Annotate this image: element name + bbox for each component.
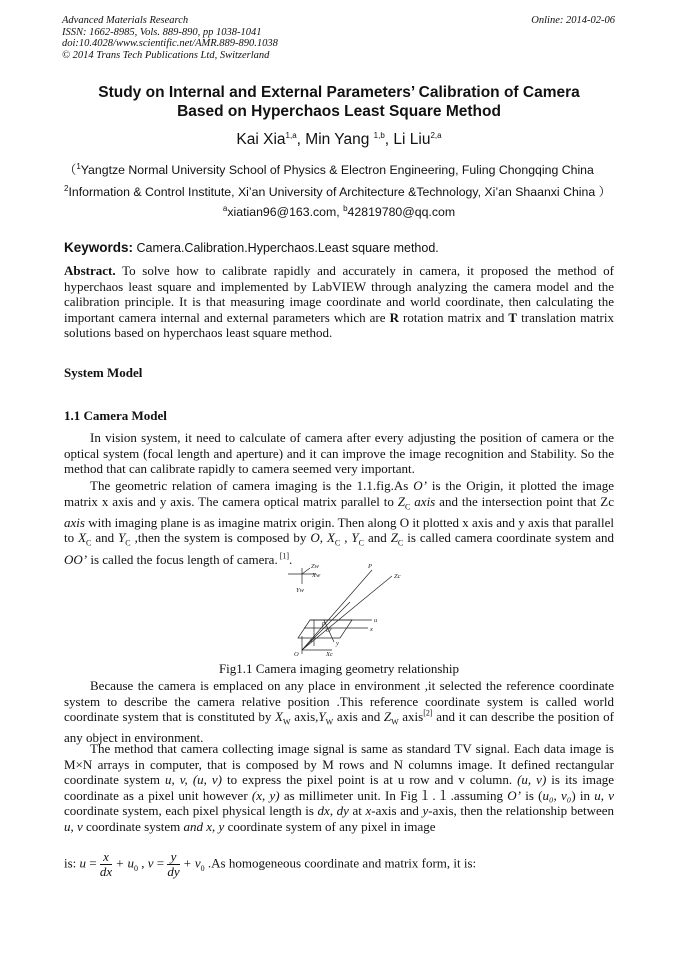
label-P: P bbox=[368, 563, 372, 570]
p2-i: is called camera coordinate system and bbox=[403, 530, 614, 546]
online-date: Online: 2014-02-06 bbox=[531, 15, 615, 26]
label-zw: Zw bbox=[311, 563, 319, 570]
ray-to-Zc bbox=[302, 576, 392, 650]
p2-o2: O, X bbox=[310, 530, 335, 546]
p3-e: and it can describe the position of any object in environment. bbox=[64, 709, 615, 746]
p4-c: is its image coordinate as a pixel unit however bbox=[64, 772, 615, 803]
p4-x: x bbox=[365, 803, 372, 819]
p2-xc-sub: C bbox=[86, 538, 92, 548]
journal-issn: ISSN: 1662-8985, Vols. 889-890, pp 1038-1041 bbox=[62, 26, 262, 38]
p4-uv2: (u, v) bbox=[517, 772, 547, 788]
p2-z2-sub: C bbox=[397, 538, 404, 548]
label-o-prime: O' bbox=[326, 627, 333, 634]
p4-b: to express the pixel point is at u row and v column. bbox=[222, 772, 518, 788]
p4-u: u bbox=[594, 787, 601, 803]
section-camera-model: 1.1 Camera Model bbox=[64, 408, 167, 423]
p2-o: O’ bbox=[413, 478, 427, 493]
author-1-sup: 1,a bbox=[285, 130, 297, 140]
author-list: Kai Xia$^{1,a}$, Min Yang $^{1,b}$, Li Liu$^{2,a}$ bbox=[236, 130, 442, 148]
eq-equals-2: = bbox=[153, 855, 168, 871]
aff1-sup: 1 bbox=[76, 161, 81, 171]
label-v: v bbox=[310, 637, 313, 644]
aff2-sup: 2 bbox=[64, 183, 69, 193]
label-x: x bbox=[370, 626, 373, 633]
p2-h: and bbox=[364, 530, 391, 546]
p4-o2: , bbox=[212, 818, 219, 834]
p2-y2: Y bbox=[351, 530, 359, 546]
p4-dy: dy bbox=[336, 803, 349, 819]
abstract-text-2: rotation matrix and bbox=[398, 309, 509, 325]
eq-v: v bbox=[147, 855, 154, 871]
keywords bbox=[64, 240, 439, 255]
p3-zw: Z bbox=[383, 709, 392, 725]
email-a-sup: a bbox=[222, 203, 228, 213]
p2-yc-sub: C bbox=[125, 538, 131, 548]
p4-u2: u bbox=[64, 818, 71, 834]
eq-x-num: x bbox=[100, 850, 112, 865]
p4-e: is ( bbox=[521, 787, 543, 803]
p4-l: -axis, then the relationship between bbox=[428, 803, 615, 819]
p2-f: ,then the system is composed by bbox=[130, 530, 311, 546]
eq-is-label: is: bbox=[64, 855, 80, 871]
journal-doi: doi:10.4028/www.scientific.net/AMR.889-890.1038 bbox=[62, 38, 278, 49]
title-line-1: Study on Internal and External Parameters’ Calibration of Camera bbox=[98, 84, 580, 101]
aff1-prefix: （ bbox=[64, 163, 77, 177]
equation-line bbox=[64, 850, 476, 879]
section-system-model: System Model bbox=[64, 365, 143, 380]
p4-xy: (x, y) bbox=[251, 787, 280, 803]
p4-a: The method that camera collecting image signal is same as standard TV signal. Each data image is M×N arrays in computer, that is composed by M rows and N columns image. It defined rectangular coordinate system bbox=[64, 741, 614, 788]
email-a[interactable]: xiatian96@163.com, bbox=[227, 205, 344, 219]
p3-xw: X bbox=[275, 709, 283, 725]
journal-copyright: © 2014 Trans Tech Publications Ltd, Switzerland bbox=[62, 49, 270, 61]
paragraph-4 bbox=[64, 741, 614, 835]
paper-title bbox=[60, 83, 618, 121]
p4-m: , bbox=[70, 818, 77, 834]
p4-d: as millimeter unit. In Fig１.１.assuming bbox=[279, 787, 508, 803]
p3-b: axis, bbox=[290, 709, 319, 725]
eq-tail: .As homogeneous coordinate and matrix form, it is: bbox=[204, 855, 477, 871]
p4-o: O’ bbox=[507, 787, 521, 803]
p2-g: , bbox=[340, 530, 352, 546]
label-y: y bbox=[336, 640, 339, 647]
p2-y2-sub: C bbox=[358, 538, 364, 548]
label-xw: Xw bbox=[312, 572, 321, 579]
eq-equals-1: = bbox=[86, 855, 100, 871]
keywords-label: Keywords: bbox=[64, 240, 134, 255]
affiliation-2 bbox=[64, 182, 611, 200]
p4-h: coordinate system, each pixel physical length is bbox=[64, 803, 318, 819]
p3-yw-sub: W bbox=[325, 717, 334, 727]
p2-axis2: axis bbox=[64, 514, 85, 530]
p2-b: is the Origin, it plotted the image matrix x axis and y axis. The camera optical matrix parallel to bbox=[64, 478, 614, 509]
eq-plus-v0: + v bbox=[179, 855, 201, 871]
p3-xw-sub: W bbox=[283, 717, 291, 727]
p3-a: Because the camera is emplaced on any place in environment ,it selected the reference coordinate system to describe the camera relative position .This reference coordinate system is called world coordinate system that is constituted by bbox=[64, 678, 614, 725]
label-xc: Xc bbox=[326, 651, 333, 658]
affiliation-1 bbox=[64, 160, 594, 178]
paragraph-1: In vision system, it need to calculate of camera after every adjusting the position of camera or the optical system (focal length and aperture) and it can improve the image recognition and Stability. So the method that can calibrate rapidly to camera seemed very important. bbox=[64, 430, 614, 477]
p2-oo: OO’ bbox=[64, 551, 88, 567]
p2-d: with imaging plane is as imagine matrix origin. Then along O it plotted x axis and y axis that parallel to bbox=[64, 514, 614, 546]
camera-geometry-figure bbox=[280, 562, 410, 658]
p3-d: axis bbox=[398, 709, 424, 725]
author-3: Li Liu bbox=[393, 131, 431, 148]
eq-u0-sub: 0 bbox=[133, 864, 138, 874]
p2-zc-sub: C bbox=[405, 502, 411, 512]
eq-frac-x-dx bbox=[100, 850, 112, 879]
eq-dx-den: dx bbox=[99, 864, 113, 879]
p2-j: is called the focus length of camera. bbox=[87, 551, 278, 567]
p4-n: coordinate system bbox=[82, 818, 184, 834]
p2-ref[interactable]: [1] bbox=[277, 551, 290, 561]
p2-axis1: axis bbox=[410, 493, 436, 509]
p3-ref[interactable]: [2] bbox=[423, 708, 433, 718]
email-b[interactable]: 42819780@qq.com bbox=[347, 205, 456, 219]
p4-v2: v bbox=[77, 818, 83, 834]
p4-y2: y bbox=[218, 818, 225, 834]
abstract-r: R bbox=[389, 309, 399, 325]
p4-v: v bbox=[608, 787, 615, 803]
p2-a: The geometric relation of camera imaging is the 1.1.fig.As bbox=[90, 478, 414, 493]
p2-zc: Z bbox=[397, 493, 406, 509]
author-2-sup: 1,b bbox=[373, 130, 385, 140]
label-zc: Zc bbox=[394, 573, 401, 580]
paragraph-3 bbox=[64, 678, 614, 746]
journal-name: Advanced Materials Research bbox=[62, 15, 189, 26]
aff2-text: Information & Control Institute, Xi’an University of Architecture &Technology, Xi’an Shaanxi China ） bbox=[68, 185, 611, 199]
p4-j: at bbox=[348, 803, 366, 819]
author-2: Min Yang bbox=[305, 131, 374, 148]
p4-f: ) in bbox=[571, 787, 595, 803]
figure-caption: Fig1.1 Camera imaging geometry relationship bbox=[218, 661, 460, 676]
author-1: Kai Xia bbox=[236, 131, 286, 148]
eq-v0-sub: 0 bbox=[200, 864, 205, 874]
p3-c: axis and bbox=[333, 709, 384, 725]
p4-y: y bbox=[422, 803, 429, 819]
abstract bbox=[64, 263, 614, 341]
p4-k: -axis and bbox=[371, 803, 423, 819]
p3-yw: Y bbox=[318, 709, 326, 725]
eq-u: u bbox=[79, 855, 87, 871]
label-p: p bbox=[322, 620, 326, 627]
author-3-sup: 2,a bbox=[430, 130, 442, 140]
p2-xc: X bbox=[78, 530, 87, 546]
keywords-text: Camera.Calibration.Hyperchaos.Least square method. bbox=[133, 241, 439, 255]
label-O: O bbox=[294, 651, 299, 658]
paragraph-2 bbox=[64, 478, 614, 567]
p4-g: , bbox=[600, 787, 609, 803]
p4-uv: u, v, (u, v) bbox=[165, 772, 223, 788]
abstract-text-1: To solve how to calibrate rapidly and accurately in camera, it proposed the method of hyperchaos least square and implemented by LabVIEW through analyzing the camera model and the calibration principle. It is that measuring image coordinate and world coordinate, then calculating the important camera internal and external parameters which are bbox=[64, 263, 614, 325]
eq-dy-den: dy bbox=[167, 864, 180, 879]
p2-k: . bbox=[289, 551, 293, 567]
label-u: u bbox=[374, 617, 378, 624]
p4-u0: u₀, v₀ bbox=[542, 787, 572, 803]
emails bbox=[0, 205, 678, 219]
p2-yc: Y bbox=[118, 530, 126, 546]
p4-and: and x bbox=[183, 818, 213, 834]
eq-y-num: y bbox=[167, 850, 179, 865]
eq-plus-u0: + u bbox=[112, 855, 134, 871]
p2-c: and the intersection point that Zc bbox=[435, 493, 615, 509]
eq-sep: , bbox=[137, 855, 148, 871]
email-b-sup: b bbox=[343, 203, 348, 213]
world-axis-zw bbox=[302, 568, 310, 574]
p2-z2: Z bbox=[390, 530, 398, 546]
abstract-t: T bbox=[508, 309, 518, 325]
p4-i: , bbox=[329, 803, 337, 819]
p3-zw-sub: W bbox=[391, 717, 399, 727]
p4-p: coordinate system of any pixel in image bbox=[224, 818, 436, 834]
p2-o2-sub: C bbox=[334, 538, 341, 548]
title-line-2: Based on Hyperchaos Least Square Method bbox=[177, 103, 501, 120]
p2-e: and bbox=[91, 530, 119, 546]
journal-header bbox=[62, 15, 362, 61]
abstract-text-3: translation matrix solutions based on hyperchaos least square method. bbox=[64, 309, 615, 341]
label-yw: Yw bbox=[296, 587, 304, 594]
abstract-label: Abstract. bbox=[64, 263, 116, 278]
aff1-text: Yangtze Normal University School of Physics & Electron Engineering, Fuling Chongqing China bbox=[80, 163, 594, 177]
p4-dx: dx bbox=[317, 803, 330, 819]
eq-frac-y-dy bbox=[167, 850, 179, 879]
